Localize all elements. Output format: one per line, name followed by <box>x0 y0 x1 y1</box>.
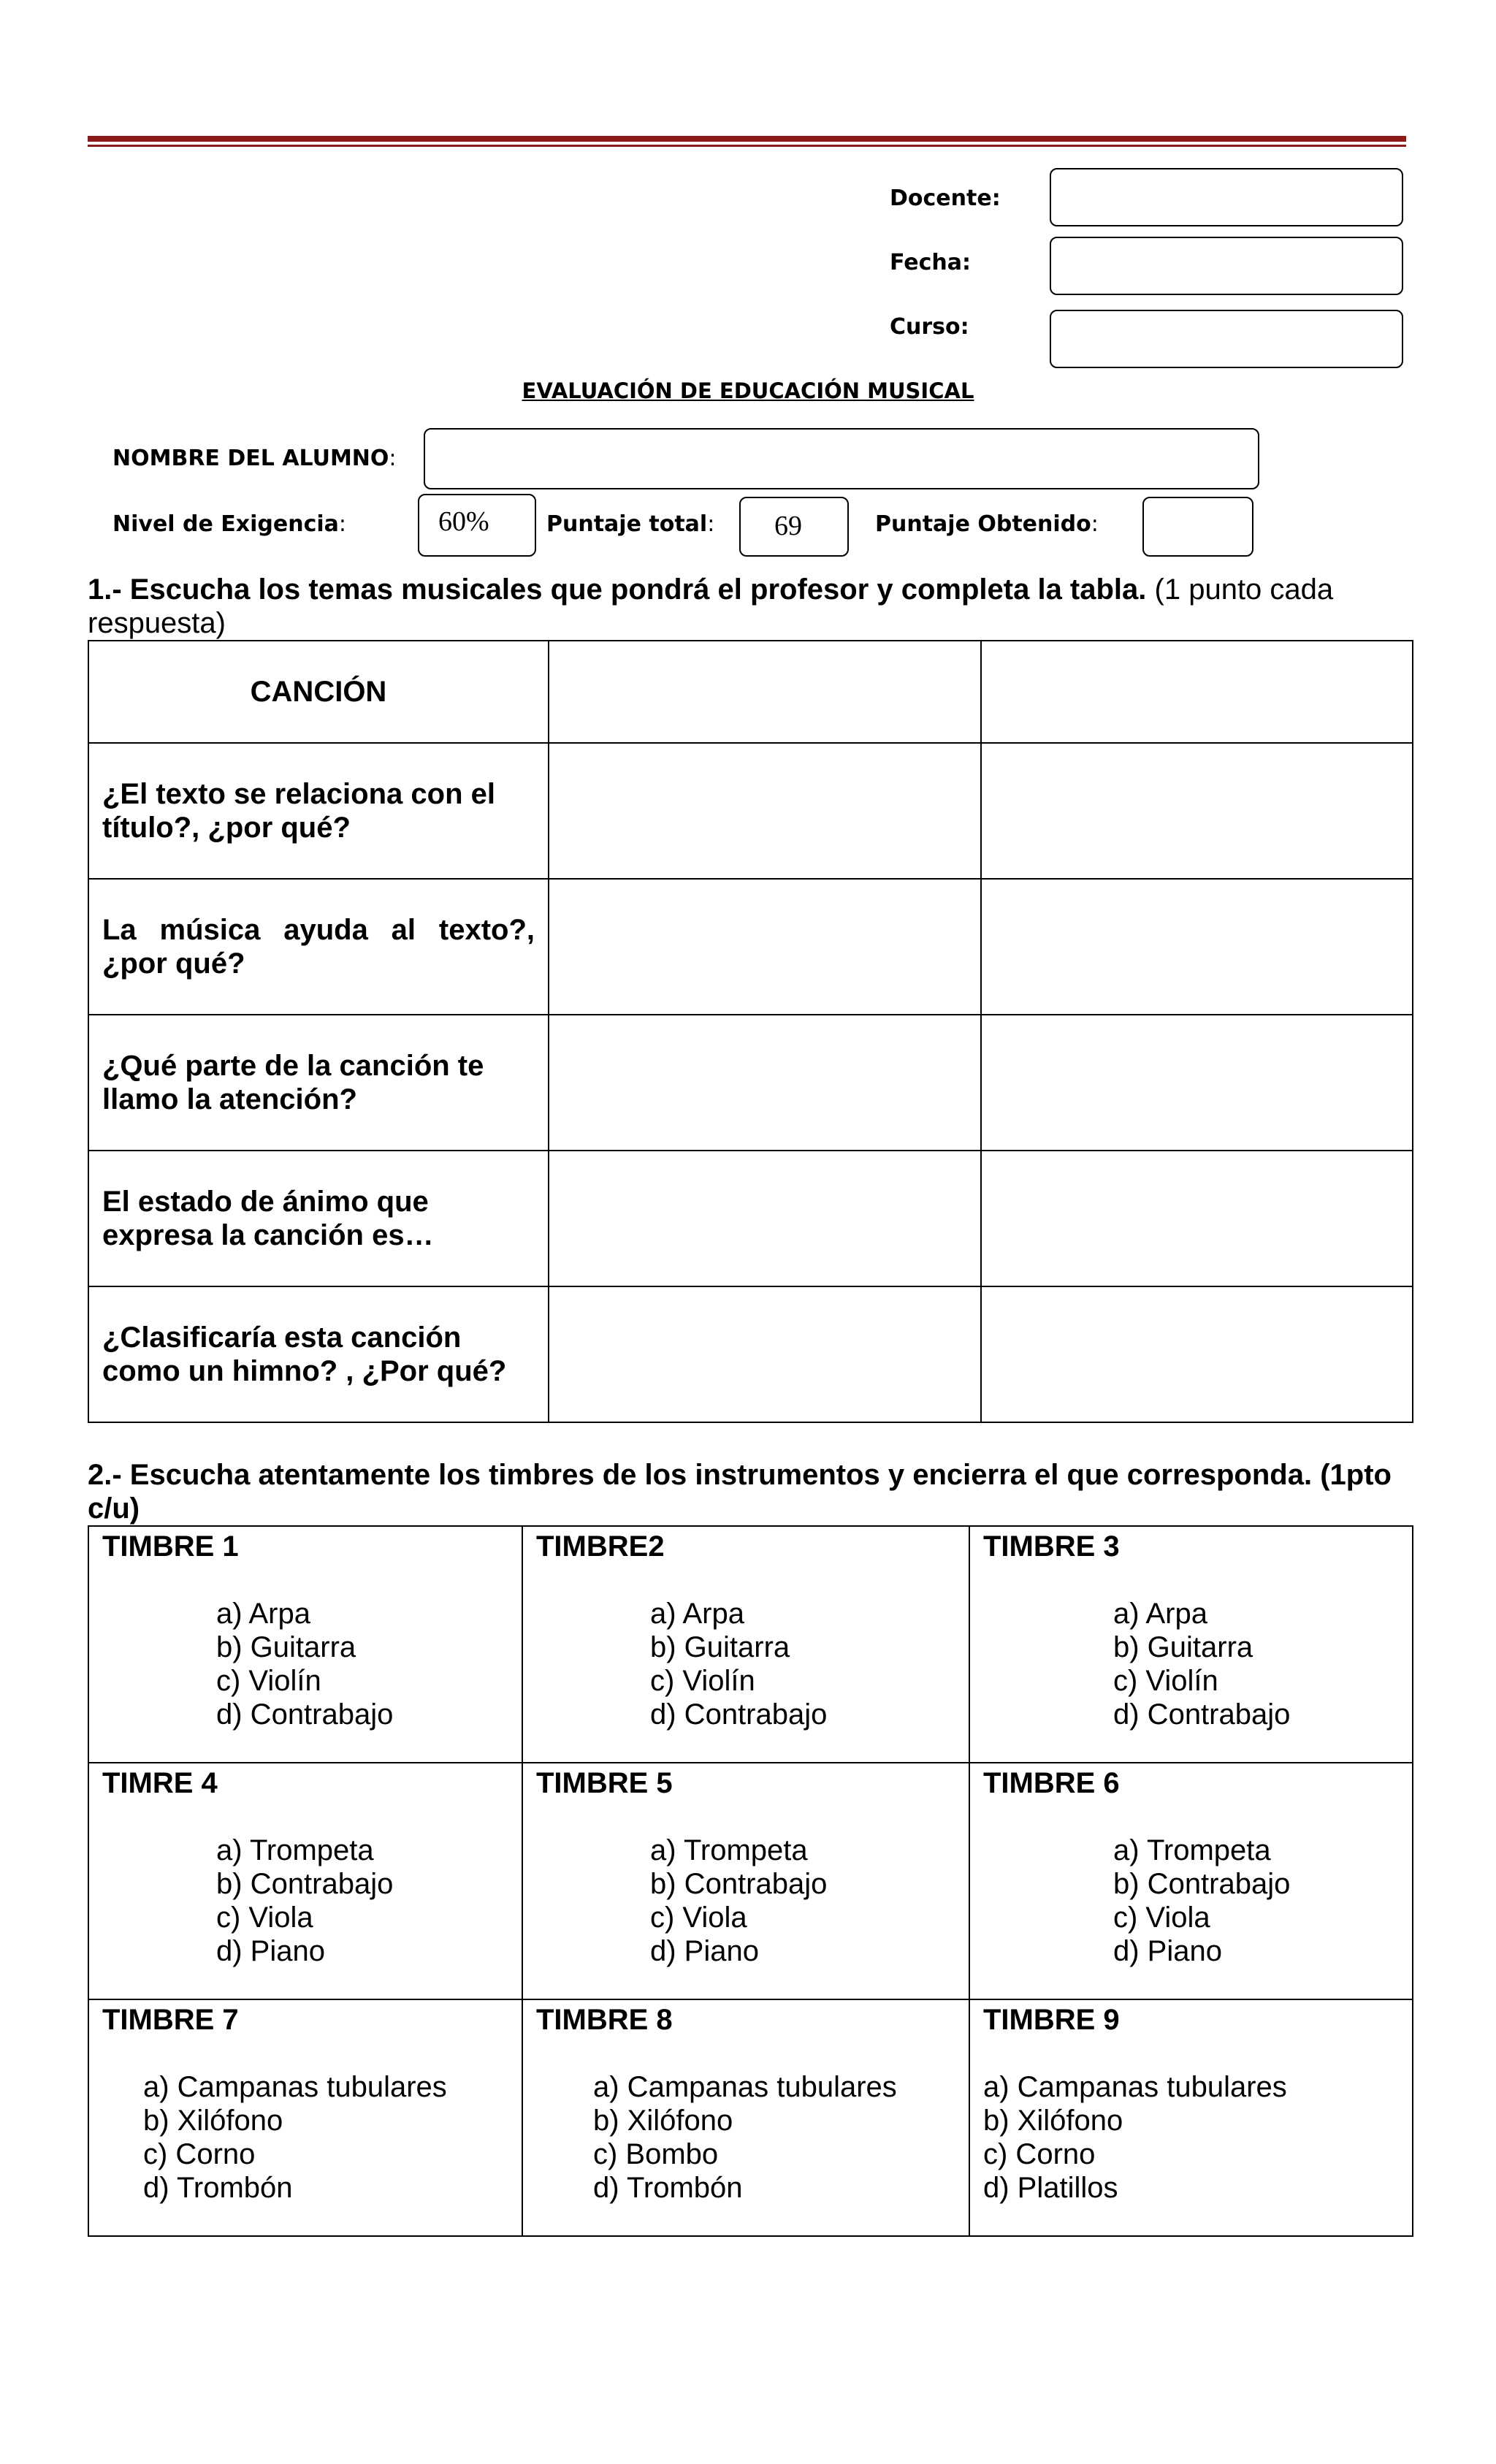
timbre-cell <box>522 1526 969 1763</box>
table-row <box>88 879 1413 1015</box>
option-item[interactable]: c) Viola <box>216 1902 313 1934</box>
timbre-cell <box>969 1763 1413 1999</box>
puntaje-obtenido-label: Puntaje Obtenido: <box>875 511 1099 537</box>
table-row <box>88 1526 1413 1763</box>
row-label: ¿Clasificaría esta canción como un himno? , ¿Por qué? <box>88 1286 549 1422</box>
option-item[interactable]: a) Arpa <box>216 1598 310 1630</box>
option-list <box>983 2070 1399 2205</box>
option-item[interactable]: c) Violín <box>216 1665 321 1697</box>
answer-cell[interactable] <box>549 743 981 879</box>
row-label: ¿Qué parte de la canción te llamo la atención? <box>88 1015 549 1151</box>
cancion-header: CANCIÓN <box>88 641 549 743</box>
table-row <box>88 1999 1413 2236</box>
option-item[interactable]: a) Trompeta <box>650 1834 808 1866</box>
timbre-title: TIMBRE 3 <box>983 1530 1120 1563</box>
option-item[interactable]: a) Arpa <box>650 1598 744 1630</box>
option-item[interactable]: b) Contrabajo <box>1113 1868 1291 1900</box>
answer-cell[interactable] <box>981 641 1413 743</box>
timbre-cell <box>522 1999 969 2236</box>
option-item[interactable]: a) Trompeta <box>1113 1834 1271 1866</box>
option-list <box>102 2070 508 2205</box>
option-item[interactable]: b) Contrabajo <box>650 1868 828 1900</box>
option-item[interactable]: b) Guitarra <box>216 1631 356 1663</box>
timbre-cell <box>969 1999 1413 2236</box>
option-list <box>536 1834 955 1968</box>
fecha-label: Fecha: <box>890 250 972 275</box>
option-item[interactable]: c) Bombo <box>593 2138 719 2170</box>
option-item[interactable]: a) Campanas tubulares <box>143 2071 447 2103</box>
option-item[interactable]: c) Violín <box>1113 1665 1218 1697</box>
option-item[interactable]: d) Piano <box>650 1935 759 1967</box>
puntaje-obtenido-field[interactable] <box>1142 497 1253 557</box>
timbre-title: TIMBRE 1 <box>102 1530 239 1563</box>
option-item[interactable]: a) Campanas tubulares <box>593 2071 897 2103</box>
timbre-cell <box>88 1999 522 2236</box>
puntaje-total-label: Puntaje total: <box>546 511 715 537</box>
song-table <box>88 640 1413 1423</box>
option-list <box>536 2070 955 2205</box>
option-item[interactable]: b) Guitarra <box>1113 1631 1253 1663</box>
answer-cell[interactable] <box>981 1151 1413 1286</box>
timbre-cell <box>522 1763 969 1999</box>
nombre-field[interactable] <box>424 428 1259 489</box>
curso-label: Curso: <box>890 314 969 340</box>
timbre-title: TIMBRE 8 <box>536 2004 673 2036</box>
option-item[interactable]: b) Contrabajo <box>216 1868 394 1900</box>
option-item[interactable]: c) Violín <box>650 1665 755 1697</box>
option-item[interactable]: c) Viola <box>1113 1902 1210 1934</box>
timbre-cell <box>969 1526 1413 1763</box>
option-item[interactable]: b) Guitarra <box>650 1631 790 1663</box>
question-2-text: 2.- Escucha atentamente los timbres de los instrumentos y encierra el que corresponda. (1pto c/u) <box>88 1459 1392 1525</box>
option-item[interactable]: d) Trombón <box>593 2172 743 2204</box>
answer-cell[interactable] <box>549 1151 981 1286</box>
timbre-title: TIMBRE 9 <box>983 2004 1120 2036</box>
timbre-title: TIMRE 4 <box>102 1767 218 1799</box>
page-title: EVALUACIÓN DE EDUCACIÓN MUSICAL <box>522 378 974 403</box>
option-list <box>983 1834 1399 1968</box>
option-item[interactable]: c) Viola <box>650 1902 747 1934</box>
option-item[interactable]: b) Xilófono <box>593 2105 733 2137</box>
option-list <box>102 1834 508 1968</box>
table-row <box>88 1763 1413 1999</box>
nombre-label: NOMBRE DEL ALUMNO: <box>112 446 397 471</box>
docente-label: Docente: <box>890 186 1001 211</box>
answer-cell[interactable] <box>981 879 1413 1015</box>
option-item[interactable]: a) Campanas tubulares <box>983 2071 1287 2103</box>
option-item[interactable]: b) Xilófono <box>143 2105 283 2137</box>
option-item[interactable]: d) Contrabajo <box>216 1698 394 1731</box>
answer-cell[interactable] <box>549 1015 981 1151</box>
option-item[interactable]: d) Trombón <box>143 2172 293 2204</box>
timbre-title: TIMBRE 7 <box>102 2004 239 2036</box>
table-row <box>88 1151 1413 1286</box>
option-item[interactable]: a) Trompeta <box>216 1834 374 1866</box>
option-item[interactable]: d) Piano <box>216 1935 325 1967</box>
curso-field[interactable] <box>1050 310 1403 368</box>
option-item[interactable]: a) Arpa <box>1113 1598 1207 1630</box>
puntaje-total-value: 69 <box>774 511 802 541</box>
answer-cell[interactable] <box>549 641 981 743</box>
answer-cell[interactable] <box>549 1286 981 1422</box>
question-1-text: 1.- Escucha los temas musicales que pondrá el profesor y completa la tabla. (1 punto cada respuesta) <box>88 573 1334 639</box>
timbre-title: TIMBRE 6 <box>983 1767 1120 1799</box>
answer-cell[interactable] <box>981 1286 1413 1422</box>
table-row <box>88 743 1413 879</box>
timbre-title: TIMBRE2 <box>536 1530 665 1563</box>
answer-cell[interactable] <box>549 879 981 1015</box>
option-item[interactable]: c) Corno <box>983 2138 1096 2170</box>
option-item[interactable]: b) Xilófono <box>983 2105 1123 2137</box>
docente-field[interactable] <box>1050 168 1403 226</box>
option-list <box>983 1597 1399 1731</box>
option-item[interactable]: d) Contrabajo <box>650 1698 828 1731</box>
answer-cell[interactable] <box>981 743 1413 879</box>
table-row <box>88 1015 1413 1151</box>
option-item[interactable]: d) Platillos <box>983 2172 1118 2204</box>
row-label: ¿El texto se relaciona con el título?, ¿por qué? <box>88 743 549 879</box>
header-rule-thin <box>88 145 1406 147</box>
option-list <box>102 1597 508 1731</box>
table-row <box>88 641 1413 743</box>
nivel-value: 60% <box>438 506 489 537</box>
answer-cell[interactable] <box>981 1015 1413 1151</box>
timbre-cell <box>88 1526 522 1763</box>
option-item[interactable]: c) Corno <box>143 2138 256 2170</box>
option-item[interactable]: d) Piano <box>1113 1935 1222 1967</box>
row-label: El estado de ánimo que expresa la canción es… <box>88 1151 549 1286</box>
timbre-table <box>88 1525 1413 2237</box>
nivel-label: Nivel de Exigencia: <box>112 511 347 537</box>
header-rule <box>88 136 1406 142</box>
option-list <box>536 1597 955 1731</box>
fecha-field[interactable] <box>1050 237 1403 295</box>
option-item[interactable]: d) Contrabajo <box>1113 1698 1291 1731</box>
table-row <box>88 1286 1413 1422</box>
row-label: La música ayuda al texto?, ¿por qué? <box>88 879 549 1015</box>
timbre-cell <box>88 1763 522 1999</box>
timbre-title: TIMBRE 5 <box>536 1767 673 1799</box>
